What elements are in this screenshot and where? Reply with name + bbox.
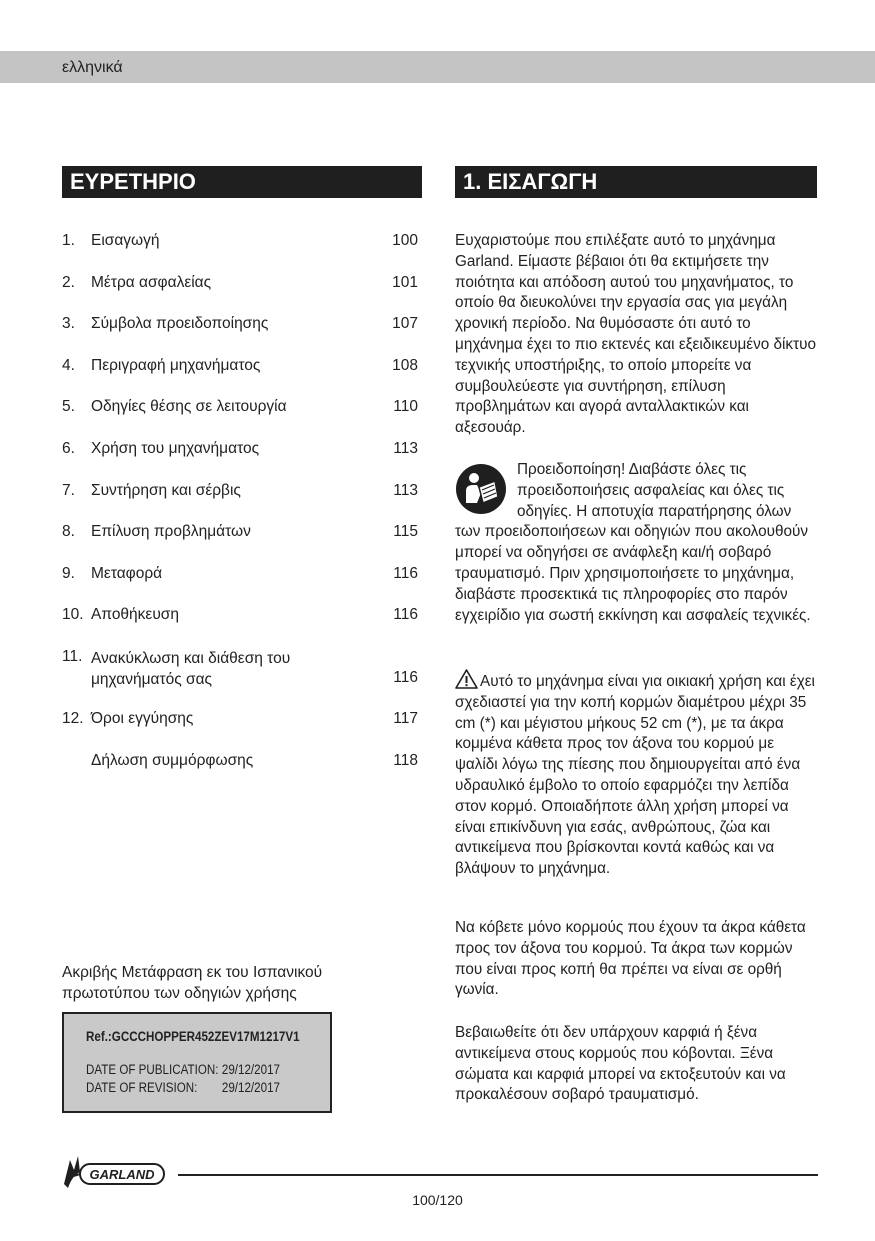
toc-number: 8. <box>62 523 75 541</box>
toc-page: 113 <box>393 439 418 457</box>
toc-label: Όροι εγγύησης <box>91 709 194 727</box>
toc-entry[interactable] <box>62 270 418 312</box>
toc-label-line: Ανακύκλωση και διάθεση του <box>91 649 291 667</box>
toc-number: 6. <box>62 439 75 457</box>
toc-page: 118 <box>393 751 418 769</box>
usage-text: Αυτό το μηχάνημα είναι για οικιακή χρήση και έχει σχεδιαστεί για την κοπή κορμών διαμέτρου μέχρι 35 cm (*) και μέγιστου μήκους 52 cm (*), με τα άκρα κομμένα κάθετα προς τον άξονα του κορμού με ψαλίδι λόγω της πίεσης που δημιουργείται από ένα υδραυλικό έμβολο το οποίο εφαρμόζει την λεπίδα στον κορμό. Οποιαδήποτε άλλη χρήση μπορεί να είναι επικίνδυνη για εσάς, ανθρώπους, ζώα και αντικείμενα που βρίσκονται κοντά καθώς και να βλάψουν το μηχάνημα. <box>455 673 815 878</box>
toc-title: ΕΥΡΕΤΗΡΙΟ <box>62 166 422 198</box>
toc-number: 11. <box>62 647 83 665</box>
toc-entry[interactable] <box>62 706 418 748</box>
toc-label: Οδηγίες θέσης σε λειτουργία <box>91 398 287 416</box>
usage-paragraph <box>455 669 820 880</box>
toc-label: Χρήση του μηχανήματος <box>91 439 260 457</box>
toc-entry[interactable] <box>62 394 418 436</box>
toc-page: 101 <box>392 273 418 291</box>
page-number: 100/120 <box>412 1192 463 1208</box>
translation-note: Ακριβής Μετάφραση εκ του Ισπανικού πρωτοτύπου των οδηγιών χρήσης <box>62 964 323 1002</box>
toc-entry[interactable] <box>62 644 418 706</box>
toc-label <box>91 648 290 690</box>
toc-entry[interactable] <box>62 478 418 520</box>
toc-page: 117 <box>393 709 418 727</box>
toc-label: Επίλυση προβλημάτων <box>91 523 251 541</box>
toc-label: Σύμβολα προειδοποίησης <box>91 315 269 333</box>
toc-number: 10. <box>62 606 84 624</box>
toc-entry[interactable] <box>62 561 418 603</box>
warning-triangle-icon <box>455 669 478 689</box>
toc-label: Μεταφορά <box>91 564 163 582</box>
toc-page: 113 <box>393 481 418 499</box>
toc-label: Αποθήκευση <box>91 606 179 624</box>
toc-label: Εισαγωγή <box>91 232 160 249</box>
toc-page: 100 <box>392 232 418 249</box>
toc-page: 115 <box>393 523 418 541</box>
warning-paragraph <box>455 460 820 626</box>
intro-paragraph: Ευχαριστούμε που επιλέξατε αυτό το μηχάνημα Garland. Είμαστε βέβαιοι ότι θα εκτιμήσετε την ποιότητα και απόδοση αυτού του μηχανήματος, το οποίο θα διευκολύνει την εργασία σας για μεγάλη χρονική περίοδο. Να θυμόσαστε ότι αυτό το μηχάνημα έχει το πιο εκτενές και εξειδικευμένο δίκτυο τεχνικής υποστήριξης, το οποίο μπορείτε να συμβουλεύεστε για συντήρηση, επίλυση προβλημάτων και αγορά ανταλλακτικών και αξεσουάρ. <box>455 232 816 437</box>
reference-code: Ref.:GCCCHOPPER452ZEV17M1217V1 <box>86 1029 300 1044</box>
toc-number: 4. <box>62 356 75 374</box>
svg-text:GARLAND: GARLAND <box>89 1167 155 1182</box>
toc-page: 110 <box>393 398 418 416</box>
language-label: ελληνικά <box>62 59 123 76</box>
revision-label: DATE OF REVISION: <box>86 1080 198 1095</box>
toc-number: 12. <box>62 709 84 727</box>
toc-number: 3. <box>62 315 75 333</box>
toc-label: Δήλωση συμμόρφωσης <box>91 751 254 769</box>
warning-text: Προειδοποίηση! Διαβάστε όλες τις προειδοποιήσεις ασφαλείας και όλες τις οδηγίες. Η αποτυχία παρατήρησης όλων των προειδοποιήσεων και οδηγιών που ακολουθούν μπορεί να οδηγήσει σε ανάφλεξη και/ή σοβαρό τραυματισμό. Πριν χρησιμοποιήσετε το μηχάνημα, διαβάστε προσεκτικά τις πληροφορίες στο παρόν εγχειρίδιο για σωστή εκκίνηση και ασφαλείς τεχνικές. <box>455 461 811 624</box>
toc-label: Συντήρηση και σέρβις <box>91 481 241 499</box>
read-manual-icon <box>455 463 507 515</box>
reference-box <box>62 1012 332 1113</box>
toc-entry[interactable] <box>62 436 418 478</box>
nails-paragraph: Βεβαιωθείτε ότι δεν υπάρχουν καρφιά ή ξένα αντικείμενα στους κορμούς που κόβονται. Ξένα σώματα και καρφιά μπορεί να εκτοξευτούν και να προκαλέσουν σοβαρό τραυματισμό. <box>455 1024 786 1104</box>
toc-page: 116 <box>393 564 418 582</box>
toc-entry[interactable] <box>62 748 418 790</box>
toc-page: 108 <box>392 356 418 374</box>
publication-date-line <box>86 1062 280 1077</box>
toc-entry[interactable] <box>62 519 418 561</box>
toc-number: 5. <box>62 398 75 416</box>
revision-date: 29/12/2017 <box>221 1080 280 1095</box>
publication-label: DATE OF PUBLICATION: <box>86 1062 219 1077</box>
revision-date-line <box>86 1080 280 1095</box>
toc-number: 9. <box>62 564 75 582</box>
toc-label-line: μηχανήματός σας <box>91 670 213 688</box>
publication-date: 29/12/2017 <box>221 1062 280 1077</box>
table-of-contents <box>62 228 418 789</box>
toc-entry[interactable] <box>62 228 418 270</box>
toc-page: 107 <box>392 315 418 333</box>
toc-entry[interactable] <box>62 353 418 395</box>
toc-number: 2. <box>62 273 75 291</box>
garland-logo <box>60 1150 170 1192</box>
toc-entry[interactable] <box>62 602 418 644</box>
footer-divider <box>178 1174 818 1176</box>
toc-number: 1. <box>62 232 75 249</box>
toc-label: Περιγραφή μηχανήματος <box>91 356 261 374</box>
toc-page: 116 <box>393 606 418 624</box>
toc-page: 116 <box>393 668 418 686</box>
language-bar <box>0 51 875 83</box>
toc-number: 7. <box>62 481 75 499</box>
toc-entry[interactable] <box>62 311 418 353</box>
cutting-paragraph: Να κόβετε μόνο κορμούς που έχουν τα άκρα κάθετα προς τον άξονα του κορμού. Τα άκρα των κορμών που είναι προς κοπή θα πρέπει να είναι σε ορθή γωνία. <box>455 919 806 999</box>
intro-title: 1. ΕΙΣΑΓΩΓΗ <box>455 166 817 198</box>
toc-label: Μέτρα ασφαλείας <box>91 273 212 291</box>
